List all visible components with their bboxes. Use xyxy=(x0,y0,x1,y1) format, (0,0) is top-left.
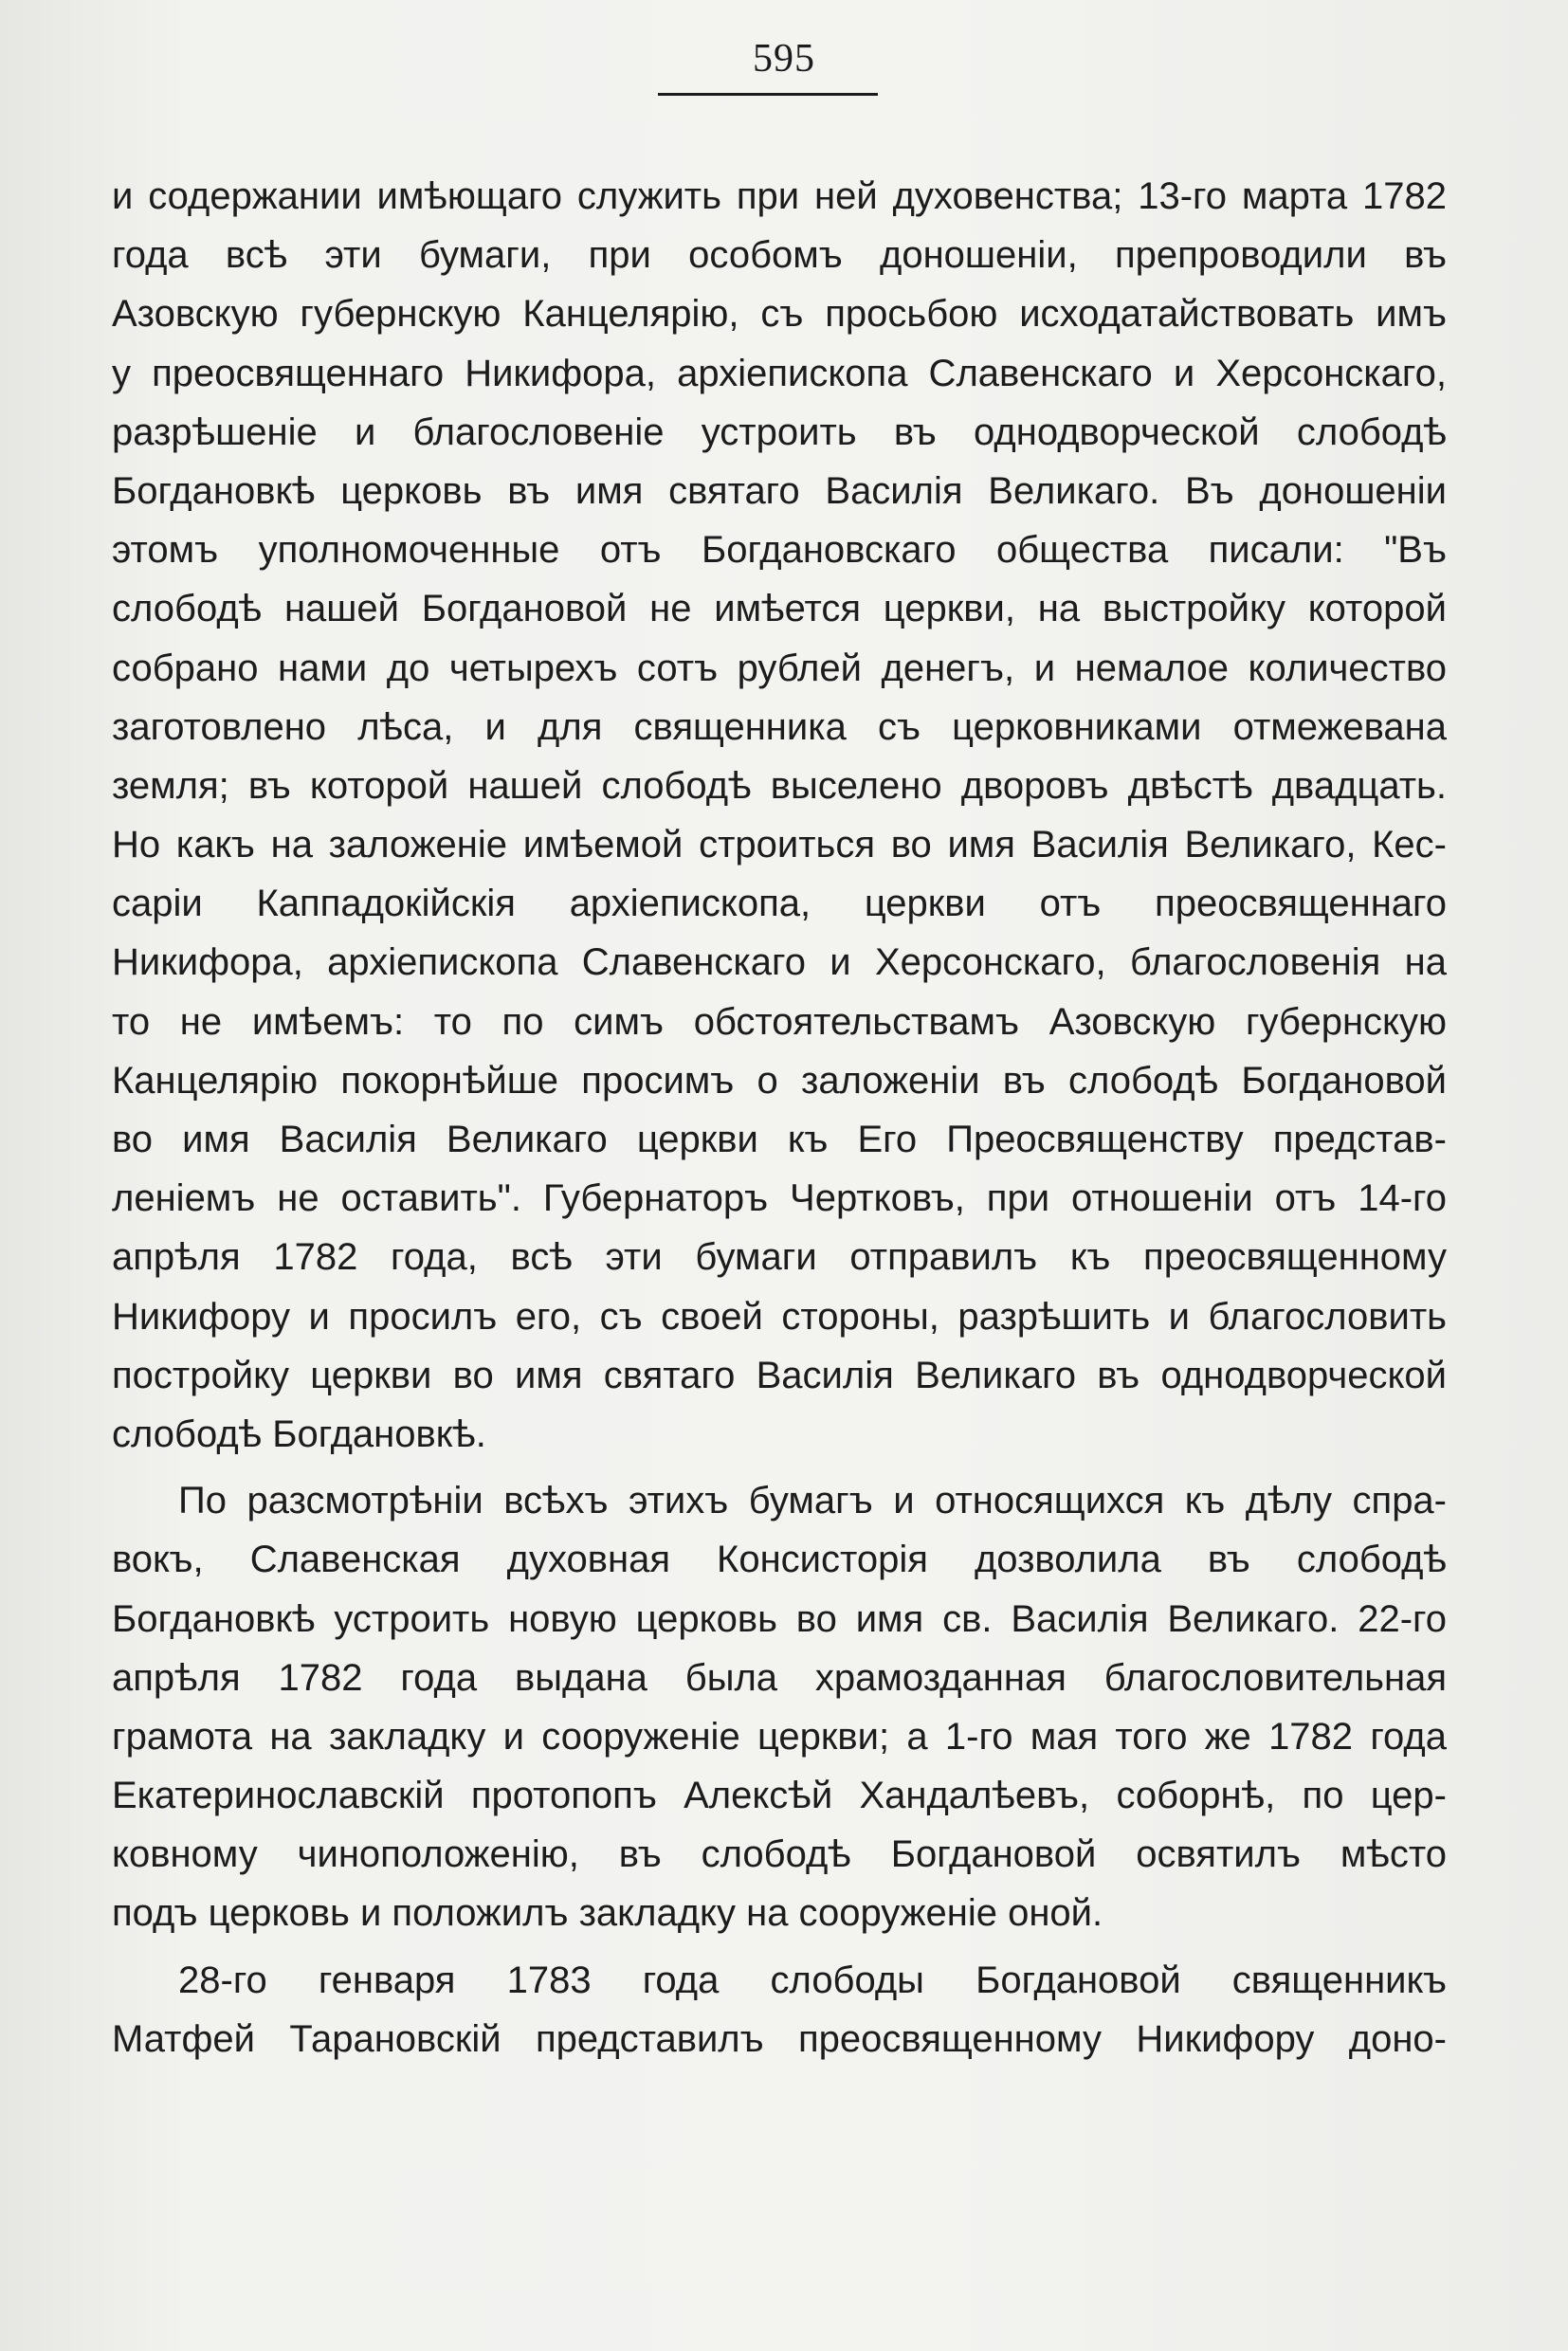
paragraph xyxy=(112,167,1447,1464)
text-line: слободѣ нашей Богдановой не имѣется церкви, на выстройку которой xyxy=(112,588,1447,630)
paragraph xyxy=(112,1471,1447,1943)
text-line: заготовлено лѣса, и для священника съ церковниками отмежевана xyxy=(112,705,1447,748)
text-line: слободѣ Богдановкѣ. xyxy=(112,1412,486,1455)
text-line: Никифору и просилъ его, съ своей стороны, разрѣшить и благословить xyxy=(112,1295,1447,1338)
text-line: то не имѣемъ: то по симъ обстоятельствамъ Азовскую губернскую xyxy=(112,1000,1447,1043)
text-line: леніемъ не оставить". Губернаторъ Чертковъ, при отношеніи отъ 14-го xyxy=(112,1177,1447,1220)
text-line: апрѣля 1782 года выдана была храмозданная благословительная xyxy=(112,1656,1447,1699)
text-line: у преосвященнаго Никифора, архіепископа Славенскаго и Херсонскаго, xyxy=(112,352,1447,394)
text-line: вокъ, Славенская духовная Консисторія дозволила въ слободѣ xyxy=(112,1539,1447,1581)
text-line: 28-го генваря 1783 года слободы Богдановой священникъ xyxy=(178,1959,1447,2001)
text-line: земля; въ которой нашей слободѣ выселено дворовъ двѣстѣ двадцать. xyxy=(112,764,1447,807)
text-line: Богдановкѣ церковь въ имя святаго Василія Великаго. Въ доношеніи xyxy=(112,469,1447,512)
text-line: Богдановкѣ устроить новую церковь во имя св. Василія Великаго. 22-го xyxy=(112,1597,1447,1640)
text-line: грамота на закладку и сооруженіе церкви; а 1-го мая того же 1782 года xyxy=(112,1715,1447,1758)
text-line: Канцелярію покорнѣйше просимъ о заложеніи въ слободѣ Богдановой xyxy=(112,1059,1447,1102)
text-line: ковному чиноположенію, въ слободѣ Богдановой освятилъ мѣсто xyxy=(112,1833,1447,1876)
text-line: подъ церковь и положилъ закладку на сооруженіе оной. xyxy=(112,1892,1103,1935)
body-text xyxy=(112,167,1447,2076)
page-number-rule xyxy=(658,93,878,96)
text-line: постройку церкви во имя святаго Василія Великаго въ однодворческой xyxy=(112,1354,1447,1396)
text-line: этомъ уполномоченные отъ Богдановскаго общества писали: "Въ xyxy=(112,529,1447,572)
text-line: апрѣля 1782 года, всѣ эти бумаги отправилъ къ преосвященному xyxy=(112,1236,1447,1279)
page-number: 595 xyxy=(753,37,815,81)
text-line: Никифора, архіепископа Славенскаго и Херсонскаго, благословенія на xyxy=(112,941,1447,984)
text-line: По разсмотрѣніи всѣхъ этихъ бумагъ и относящихся къ дѣлу спра- xyxy=(178,1480,1447,1522)
paragraph xyxy=(112,1951,1447,2069)
text-line: разрѣшеніе и благословеніе устроить въ однодворческой слободѣ xyxy=(112,410,1447,453)
text-line: собрано нами до четырехъ сотъ рублей денегъ, и немалое количество xyxy=(112,647,1447,689)
text-line: во имя Василія Великаго церкви къ Его Преосвященству представ- xyxy=(112,1119,1447,1160)
text-line: Екатеринославскій протопопъ Алексѣй Хандалѣевъ, соборнѣ, по цер- xyxy=(112,1775,1447,1817)
text-line: Но какъ на заложеніе имѣемой строиться во имя Василія Великаго, Кес- xyxy=(112,824,1447,866)
text-line: Азовскую губернскую Канцелярію, съ просьбою исходатайствовать имъ xyxy=(112,293,1447,336)
text-line: Матфей Тарановскій представилъ преосвященному Никифору доно- xyxy=(112,2017,1447,2060)
text-line: и содержании имѣющаго служить при ней духовенства; 13-го марта 1782 xyxy=(112,175,1447,217)
text-line: года всѣ эти бумаги, при особомъ доношеніи, препроводили въ xyxy=(112,234,1447,277)
text-line: саріи Каппадокійскія архіепископа, церкви отъ преосвященнаго xyxy=(112,883,1447,925)
